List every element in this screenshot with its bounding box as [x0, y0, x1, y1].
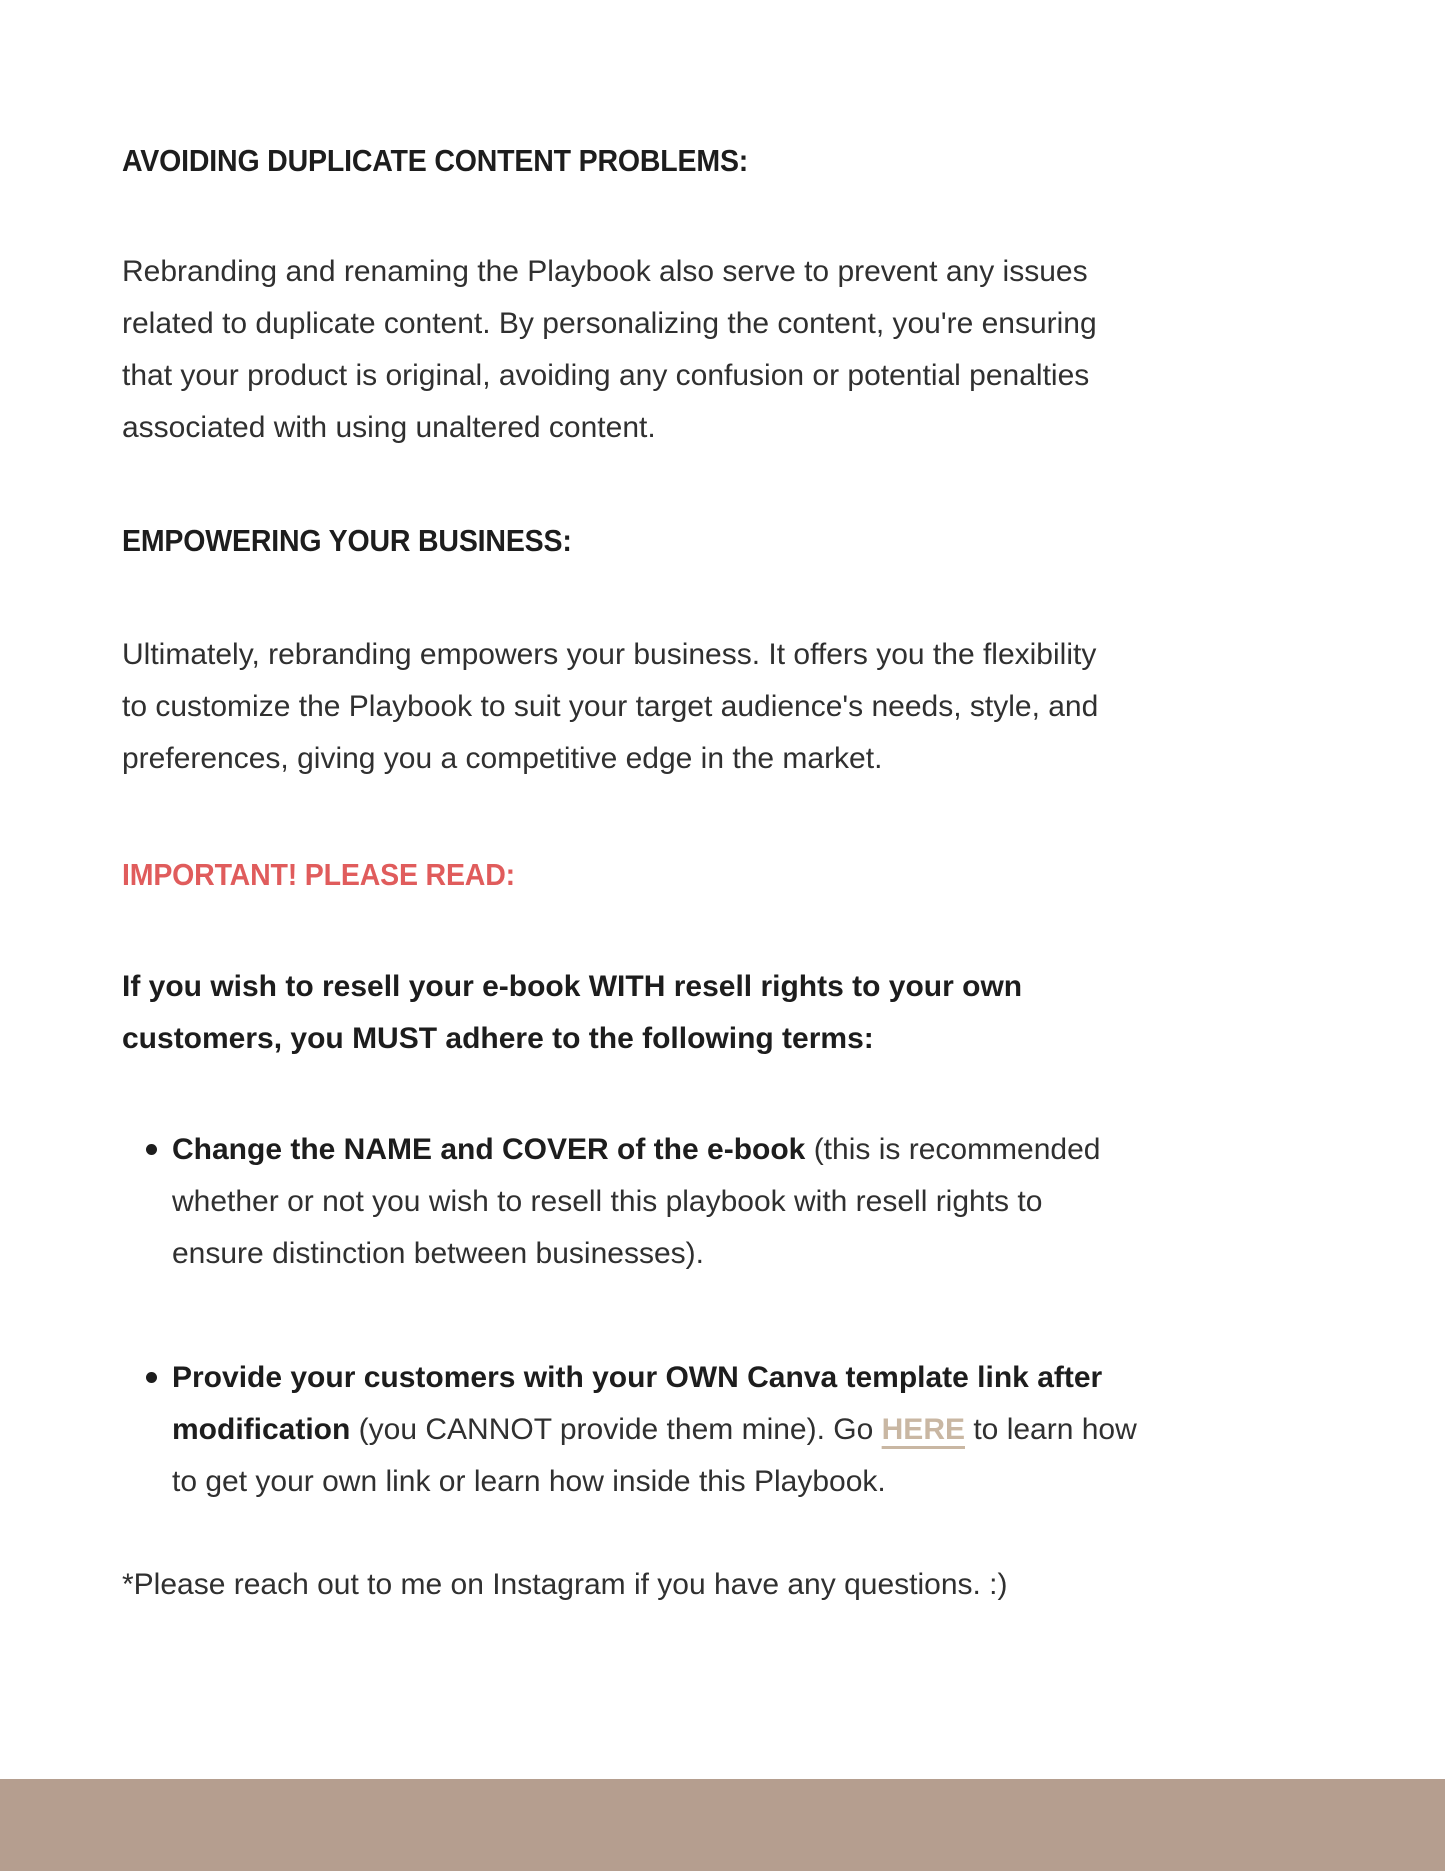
list-item-provide-own-template-link [122, 1352, 1323, 1508]
text-segment: to learn how [965, 1413, 1137, 1446]
section-heading-important-please-read [122, 855, 1323, 895]
text-segment: whether or not you wish to resell this playbook with resell rights to [172, 1185, 1043, 1218]
section-heading-avoiding-duplicate-content [122, 141, 1323, 181]
text-line [172, 1352, 1323, 1404]
bold-text-segment: Provide your customers with your OWN Canva template link after [172, 1361, 1103, 1394]
paragraph-empowering-business [122, 629, 1323, 785]
paragraph-resell-terms-intro [122, 961, 1323, 1065]
text-segment: (this is recommended [805, 1133, 1101, 1166]
text-segment: ensure distinction between businesses). [172, 1237, 704, 1270]
text-line: related to duplicate content. By personalizing the content, you're ensuring [122, 307, 1097, 340]
text-line: customers, you MUST adhere to the following terms: [122, 1022, 874, 1055]
here-link[interactable]: HERE [881, 1413, 965, 1446]
text-line: Rebranding and renaming the Playbook also serve to prevent any issues [122, 255, 1088, 288]
section-heading-text: IMPORTANT! PLEASE READ: [122, 857, 515, 892]
text-line [172, 1404, 1323, 1456]
text-line: to customize the Playbook to suit your target audience's needs, style, and [122, 690, 1099, 723]
resell-terms-list [122, 1124, 1323, 1508]
text-line: If you wish to resell your e-book WITH resell rights to your own [122, 970, 1023, 1003]
bold-text-segment: Change the NAME and COVER of the e-book [172, 1133, 806, 1166]
section-heading-text: AVOIDING DUPLICATE CONTENT PROBLEMS: [122, 143, 749, 178]
text-line: that your product is original, avoiding any confusion or potential penalties [122, 359, 1090, 392]
list-item-change-name-cover [122, 1124, 1323, 1280]
text-line: Ultimately, rebranding empowers your business. It offers you the flexibility [122, 638, 1097, 671]
footer-accent-bar [0, 1779, 1445, 1871]
text-segment: (you CANNOT provide them mine). Go [350, 1413, 882, 1446]
text-line [172, 1456, 1323, 1508]
section-heading-empowering-business [122, 521, 1323, 561]
instagram-note: *Please reach out to me on Instagram if you have any questions. :) [122, 1568, 1008, 1601]
bold-text-segment: modification [172, 1413, 351, 1446]
text-line: preferences, giving you a competitive edge in the market. [122, 742, 883, 775]
section-heading-text: EMPOWERING YOUR BUSINESS: [122, 523, 572, 558]
text-segment: to get your own link or learn how inside this Playbook. [172, 1465, 886, 1498]
text-line [172, 1176, 1323, 1228]
text-line [172, 1228, 1323, 1280]
paragraph-duplicate-content [122, 246, 1323, 454]
text-line [172, 1124, 1323, 1176]
text-line: associated with using unaltered content. [122, 411, 656, 444]
